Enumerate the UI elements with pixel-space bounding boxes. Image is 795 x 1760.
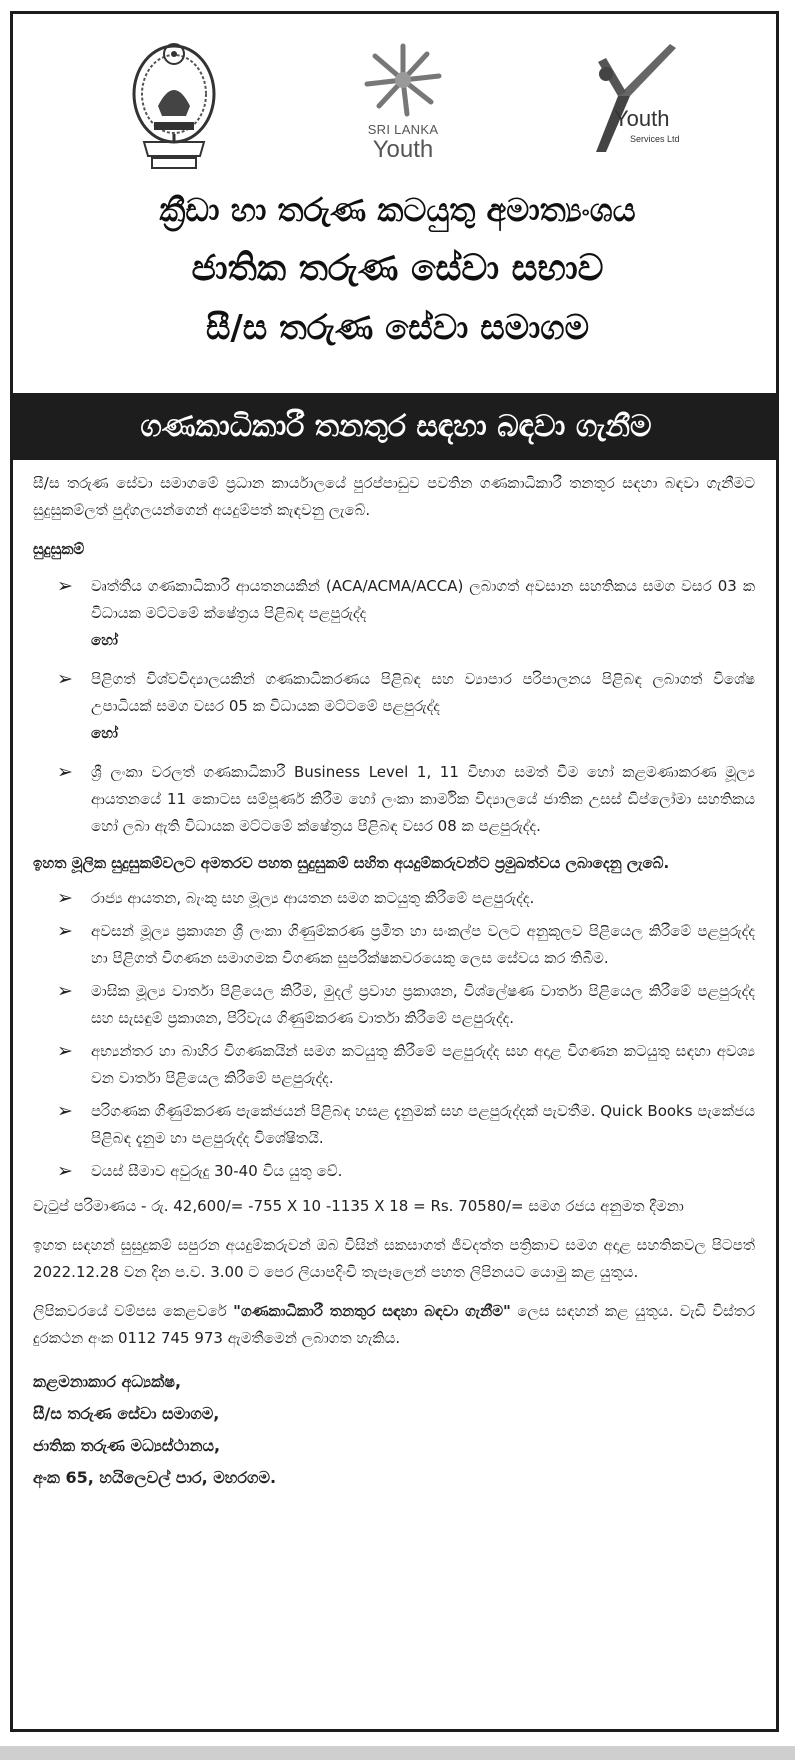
qualification-item <box>33 573 755 654</box>
or-label: හෝ <box>91 724 118 742</box>
priority-text: රාජ්‍ය ආයතන, බැංකු සහ මූල්‍ය ආයතන සමග කටයුතු කිරීමේ පළපුරුද්ද. <box>91 889 535 907</box>
qualifications-heading: සුදුසුකම් <box>33 540 85 558</box>
qualification-text: ශ්‍රී ලංකා වරලත් ගණකාධිකාරී Business Level 1, 11 විභාග සමත් වීම හෝ කළමණාකරණ මූල්‍ය ආයතනයේ 11 කොටස සම්පූර්ණ කිරීම හෝ ලංකා කාර්මික විද්‍යාලයේ ජාතික උසස් ඩිප්ලෝමා සහතිකය හෝ ලබා ඇති විධායක මට්ටමේ ක්ෂේත්‍රය පිළිබඳ වසර 08 ක පළපුරුද්ද. <box>91 763 755 835</box>
sri-lanka-youth-logo <box>355 40 451 170</box>
youth-text: Youth <box>614 106 670 131</box>
services-ltd-text: Services Ltd <box>630 134 680 144</box>
priority-text: අවසන් මූල්‍ය ප්‍රකාශන ශ්‍රී ලංකා ගිණුම්කරණ ප්‍රමිත හා සංකල්ප වලට අනුකූලව පිළියෙල කිරීමේ පළපුරුද්ද හා පිළිගත් විගණන සමාගමක විගණක සුපරීක්ෂකවරයෙකු ලෙස සේවය කර තිබීම. <box>91 922 755 967</box>
envelope-note-highlight: "ගණකාධිකාරී තනතුර සඳහා බඳවා ගැනීම" <box>233 1302 511 1320</box>
arrow-bullet-icon: ➢ <box>57 575 73 597</box>
postal-address <box>33 1366 755 1494</box>
qualification-item <box>33 666 755 747</box>
priority-text: මාසික මූල්‍ය වාර්තා පිළියෙල කිරීම, මුදල් ප්‍රවාහ ප්‍රකාශන, විශ්ලේෂණ වාර්තා පිළියෙල කිරීමේ පළපුරුද්ද සහ සැසඳුම් ප්‍රකාශන, පිරිවැය ගිණුම්කරණ වාර්තා කිරීමේ පළපුරුද්ද. <box>91 982 755 1027</box>
youth-burst-icon <box>355 40 451 120</box>
application-instructions: ඉහත සඳහන් සුසුදුකම් සපුරන අයදුම්කරුවන් ඔබ විසින් සකසාගත් ජීවදත්ත පත්‍රිකාව සමග අදාළ සහතිකවල පිටපත් 2022.12.28 වන දින ප.ව. 3.00 ට පෙර ලියාපදිංචි තැපෑලෙන් පහත ලිපිනයට යොමු කළ යුතුය. <box>33 1236 755 1281</box>
arrow-bullet-icon: ➢ <box>57 1040 73 1062</box>
priority-text: වයස් සීමාව අවුරුදු 30-40 විය යුතු වේ. <box>91 1162 343 1180</box>
arrow-bullet-icon: ➢ <box>57 1100 73 1122</box>
address-line: ජාතික තරුණ මධ්‍යස්ථානය, <box>33 1436 221 1455</box>
sri-lanka-text: SRI LANKA <box>367 122 439 137</box>
youth-services-logo <box>558 34 693 174</box>
priority-heading: ඉහත මූලික සුදුසුකම්වලට අමතරව පහත සුදුසුකම් සහිත අයදුම්කරුවන්ට ප්‍රමුඛත්වය ලබාදෙනු ලැබේ. <box>33 854 670 872</box>
intro-paragraph: සී/ස තරුණ සේවා සමාගමේ ප්‍රධාන කාර්යාලයේ පුරප්පාඩුව පවතින ගණකාධිකාරී තනතුර සඳහා බඳවා ගැනීමට සුදුසුකම්ලත් පුද්ගලයන්ගෙන් අයදුම්පත් කැඳවනු ලැබේ. <box>33 474 755 519</box>
arrow-bullet-icon: ➢ <box>57 980 73 1002</box>
address-line: අංක 65, හයිලෙවල් පාර, මහරගම. <box>33 1468 277 1487</box>
arrow-bullet-icon: ➢ <box>57 668 73 690</box>
priority-item <box>33 1158 755 1185</box>
company-title: සී/ස තරුණ සේවා සමාගම <box>205 308 590 348</box>
envelope-note <box>33 1298 755 1352</box>
arrow-bullet-icon: ➢ <box>57 761 73 783</box>
ministry-title: ක්‍රීඩා හා තරුණ කටයුතු අමාත්‍යංශය <box>159 191 636 229</box>
government-emblem-icon <box>128 34 220 174</box>
priority-item <box>33 1038 755 1092</box>
priority-item <box>33 1098 755 1152</box>
salary-scale: වැටුප් පරිමාණය - රු. 42,600/= -755 X 10 -1135 X 18 = Rs. 70580/= සමග රජය අනුමත දීමනා <box>33 1197 684 1215</box>
priority-text: පරිගණක ගිණුම්කරණ පැකේජයන් පිළිබඳ හසළ දැනුමක් සහ පළපුරුද්දක් පැවතීම. Quick Books පැකේජය පිළිබඳ දැනුම හා පළපුරුද්ද විශේෂිතයි. <box>91 1102 756 1147</box>
priority-item <box>33 885 755 912</box>
bottom-strip <box>0 1746 795 1760</box>
logo-row <box>0 22 795 172</box>
qualification-text: වෘත්තීය ගණකාධිකාරී ආයතනයකින් (ACA/ACMA/ACCA) ලබාගත් අවසාන සහතිකය සමග වසර 03 ක විධායක මට්ටමේ ක්ෂේත්‍රය පිළිබඳ පළපුරුද්ද <box>91 577 755 622</box>
priority-text: අභ්‍යන්තර හා බාහිර විගණකයින් සමග කටයුතු කිරීමේ පළපුරුද්ද සහ අදාළ විගණන කටයුතු සඳහා අවශ්‍ය වන වාර්තා පිළියෙල කිරීමේ පළපුරුද්ද. <box>91 1042 755 1087</box>
youth-text: Youth <box>372 136 434 163</box>
address-line: කළමනාකාර අධ්‍යක්ෂ, <box>33 1372 182 1391</box>
envelope-note-suffix: ලෙස සඳහන් කළ යුතුය. වැඩි විස්තර දුරකථන අංක 0112 745 973 ඇමතීමෙන් ලබාගත හැකිය. <box>33 1302 755 1347</box>
envelope-note-prefix: ලිපිකවරයේ වම්පස කෙළවරේ <box>33 1302 234 1320</box>
or-label: හෝ <box>91 631 118 649</box>
vacancy-banner: ගණකාධිකාරී තනතුර සඳහා බඳවා ගැනීම <box>13 393 779 460</box>
arrow-bullet-icon: ➢ <box>57 920 73 942</box>
youth-services-figure-icon <box>558 34 693 174</box>
qualification-item <box>33 759 755 840</box>
advert-body <box>33 470 755 1494</box>
priority-item <box>33 978 755 1032</box>
qualification-text: පිළිගත් විශ්වවිද්‍යාලයකින් ගණකාධිකරණය පිළිබඳ සහ ව්‍යාපාර පරිපාලනය පිළිබඳ ලබාගත් විශේෂ උපාධියක් සමග වසර 05 ක විධායක මට්ටමේ පළපුරුද්ද <box>91 670 755 715</box>
address-line: සී/ස තරුණ සේවා සමාගම, <box>33 1404 220 1423</box>
arrow-bullet-icon: ➢ <box>57 887 73 909</box>
priority-item <box>33 918 755 972</box>
council-title: ජාතික තරුණ සේවා සභාව <box>191 248 604 289</box>
arrow-bullet-icon: ➢ <box>57 1160 73 1182</box>
